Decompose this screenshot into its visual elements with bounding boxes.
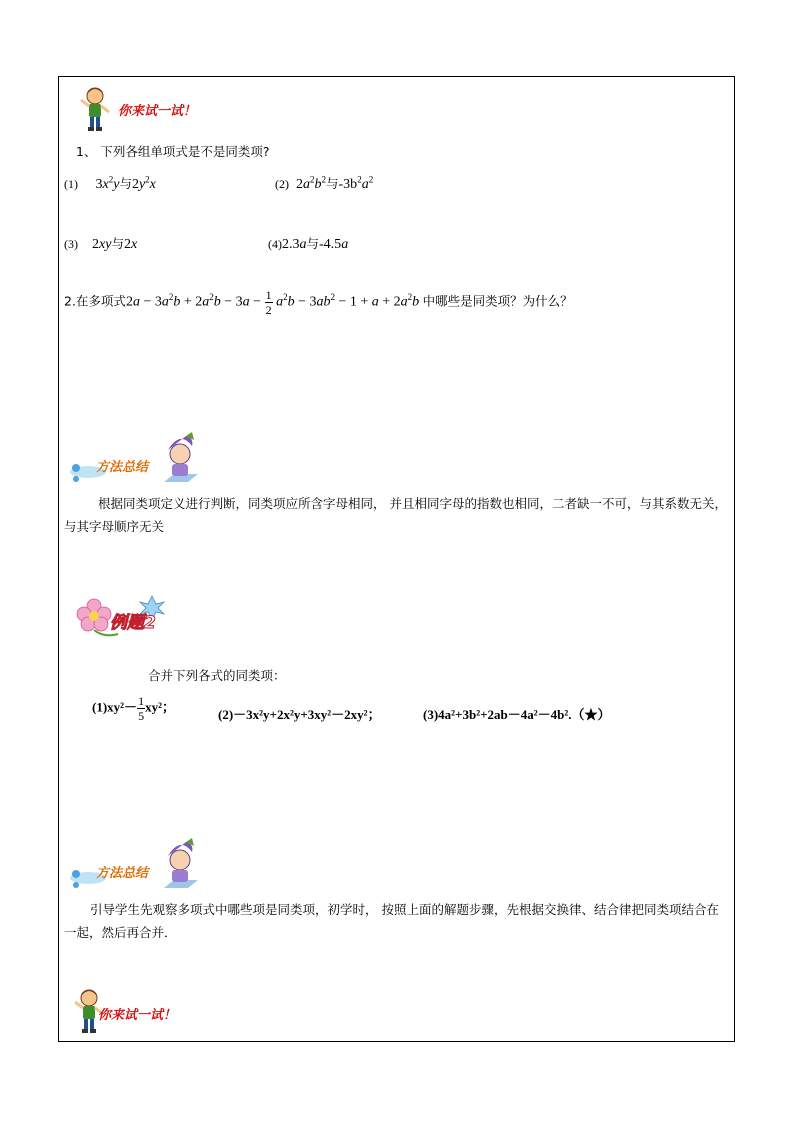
- example-2-badge: [74, 592, 170, 640]
- method-label-2: 方法总结: [96, 866, 149, 881]
- example-2-problem-3: (3)4a²+3b²+2ab－4a²－4b².（★）: [423, 707, 611, 722]
- try-it-badge: [78, 86, 218, 132]
- summary-2: 引导学生先观察多项式中哪些项是同类项，初学时， 按照上面的解题步骤，先根据交换律、结合律把同类项结合在一起，然后再合并．: [64, 902, 719, 940]
- q1-item-4: (4)2.3a与-4.5a: [268, 236, 349, 252]
- example-2-problem-1: (1)xy²－ $\frac{1}{5}$ xy²；: [92, 694, 175, 723]
- method-summary-badge-2: [68, 838, 208, 892]
- method-summary-badge-1: [68, 432, 208, 486]
- q1-title: 1、 下列各组单项式是不是同类项?: [76, 144, 270, 159]
- fraction-half: $\frac{1}{2}$: [265, 288, 272, 317]
- q1-item-1: (1) $3x^2y$与$2y^2x$: [64, 174, 156, 192]
- q1-item-2: (2) $2a^2b^2$与$-3b^2a^2$: [275, 174, 374, 192]
- method-label-1: 方法总结: [96, 460, 149, 475]
- example-2-label: 例题2: [110, 613, 156, 633]
- q1-item-3: (3) 2xy与2x: [64, 236, 138, 252]
- cartoon-boy-icon: [78, 86, 112, 132]
- try-it-badge-bottom: [72, 988, 212, 1034]
- summary-1: 根据同类项定义进行判断，同类项应所含字母相同， 并且相同字母的指数也相同，二者缺一不可，与其系数无关，与其字母顺序无关: [64, 496, 727, 534]
- example-2-instruction: 合并下列各式的同类项：: [148, 668, 286, 683]
- q2: 2.在多项式$2a - 3a^2b + 2a^2b - 3a$ − $\frac{1}{2}$ $a^2b - 3ab^2 - 1 + a + 2a^2b$ 中哪些是同类项？为什么？: [64, 288, 573, 317]
- try-it-label-bottom: 你来试一试！: [98, 1008, 177, 1023]
- fraction-one-fifth: $\frac{1}{5}$: [138, 694, 145, 723]
- example-2-problem-2: (2)－3x²y+2x²y+3xy²－2xy²；: [218, 707, 381, 722]
- try-it-label: 你来试一试！: [118, 104, 197, 119]
